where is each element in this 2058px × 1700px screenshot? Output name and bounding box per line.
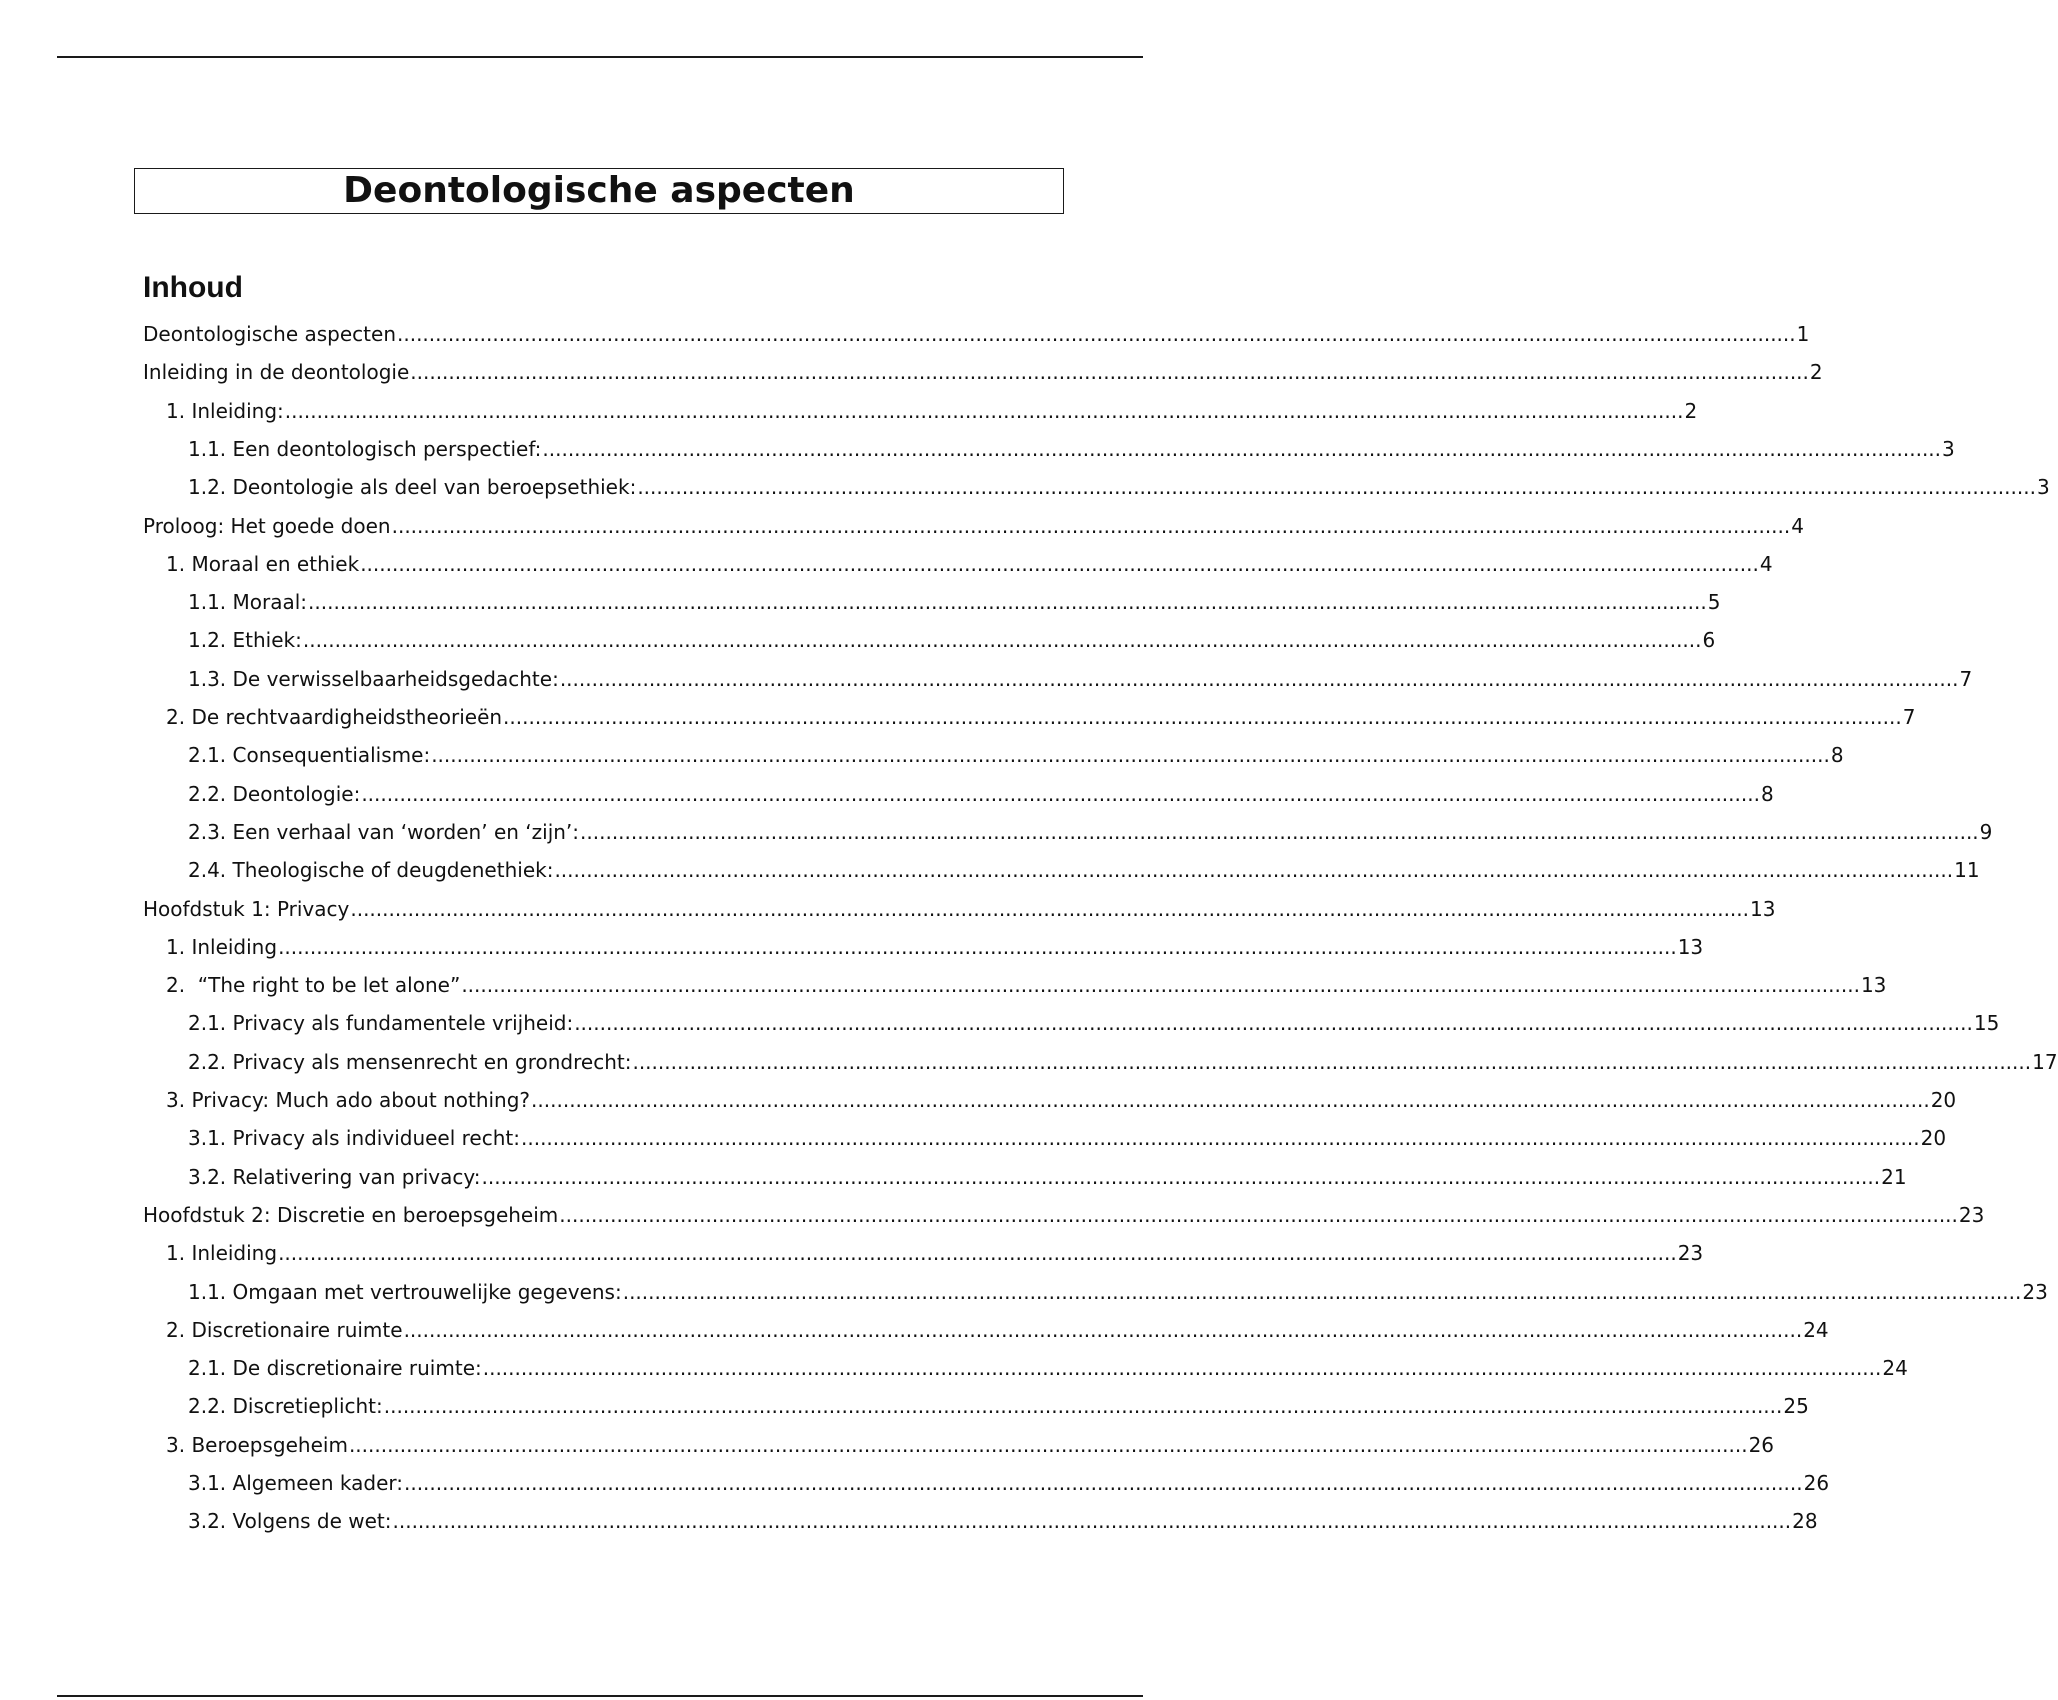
toc-entry-label: Deontologische aspecten xyxy=(143,322,396,346)
toc-dot-leader: ............................................................................................................................................................................................................................ xyxy=(431,743,1830,768)
toc-page-number: 20 xyxy=(1930,1088,1957,1112)
toc-entry-label: 2.1. Consequentialisme: xyxy=(188,743,431,768)
toc-dot-leader: ............................................................................................................................................................................................................................ xyxy=(481,1164,1881,1189)
toc-entry[interactable] xyxy=(188,1004,2000,1042)
toc-entry-label: 3. Privacy: Much ado about nothing? xyxy=(166,1088,531,1112)
toc-entry[interactable] xyxy=(188,1158,1907,1196)
toc-entry[interactable] xyxy=(188,1119,1947,1157)
toc-dot-leader: ............................................................................................................................................................................................................................ xyxy=(461,973,1860,998)
toc-dot-leader: ............................................................................................................................................................................................................................ xyxy=(391,513,1791,538)
toc-dot-leader: ............................................................................................................................................................................................................................ xyxy=(482,1356,1882,1381)
toc-page-number: 28 xyxy=(1792,1509,1818,1534)
toc-dot-leader: ............................................................................................................................................................................................................................ xyxy=(580,819,1979,844)
toc-entry[interactable] xyxy=(188,1387,1809,1425)
toc-dot-leader: ............................................................................................................................................................................................................................ xyxy=(410,360,1809,385)
toc-entry-label: 2.3. Een verhaal van ‘worden’ en ‘zijn’: xyxy=(188,819,580,844)
toc-dot-leader: ............................................................................................................................................................................................................................ xyxy=(350,896,1749,921)
toc-entry[interactable] xyxy=(166,1234,1704,1272)
toc-dot-leader: ............................................................................................................................................................................................................................ xyxy=(361,781,1760,806)
toc-entry-label: 1.3. De verwisselbaarheidsgedachte: xyxy=(188,666,559,691)
toc-entry-label: 2. De rechtvaardigheidstheorieën xyxy=(166,705,503,729)
toc-entry-label: 2.2. Discretieplicht: xyxy=(188,1394,383,1419)
toc-page-number: 9 xyxy=(1979,819,1993,844)
toc-entry-label: 2.2. Deontologie: xyxy=(188,781,361,806)
toc-page-number: 20 xyxy=(1920,1126,1947,1151)
toc-dot-leader: ............................................................................................................................................................................................................................ xyxy=(278,1241,1677,1266)
toc-entry-label: 1. Inleiding xyxy=(166,934,278,959)
toc-page-number: 24 xyxy=(1803,1317,1829,1342)
toc-dot-leader: ............................................................................................................................................................................................................................ xyxy=(531,1088,1930,1112)
toc-page-number: 7 xyxy=(1959,666,1973,691)
toc-dot-leader: ............................................................................................................................................................................................................................ xyxy=(637,475,2036,500)
toc-dot-leader: ............................................................................................................................................................................................................................ xyxy=(559,1202,1958,1227)
toc-dot-leader: ............................................................................................................................................................................................................................ xyxy=(308,590,1707,615)
toc-entry[interactable] xyxy=(188,468,2050,506)
toc-entry-label: 1. Inleiding: xyxy=(166,398,284,423)
toc-page-number: 3 xyxy=(2036,475,2050,500)
toc-entry-label: 1.2. Deontologie als deel van beroepsethiek: xyxy=(188,475,637,500)
toc-entry-label: Proloog: Het goede doen xyxy=(143,513,391,538)
toc-page-number: 23 xyxy=(1677,1241,1704,1266)
toc-dot-leader: ............................................................................................................................................................................................................................ xyxy=(554,858,1954,883)
toc-page-number: 26 xyxy=(1748,1432,1775,1457)
toc-dot-leader: ............................................................................................................................................................................................................................ xyxy=(403,1471,1803,1495)
toc-entry-label: 2.4. Theologische of deugdenethiek: xyxy=(188,858,554,883)
toc-page-number: 25 xyxy=(1783,1394,1809,1419)
toc-page-number: 2 xyxy=(1684,398,1698,423)
toc-entry-label: Hoofdstuk 2: Discretie en beroepsgeheim xyxy=(143,1202,559,1227)
toc-entry[interactable] xyxy=(143,1196,1985,1234)
toc-entry-label: 1.1. Een deontologisch perspectief: xyxy=(188,436,542,461)
toc-entry[interactable] xyxy=(166,1311,1829,1349)
toc-dot-leader: ............................................................................................................................................................................................................................ xyxy=(559,666,1959,691)
toc-entry-label: 3.1. Privacy als individueel recht: xyxy=(188,1126,520,1151)
toc-entry-label: 2.1. De discretionaire ruimte: xyxy=(188,1356,482,1381)
toc-entry[interactable] xyxy=(188,1273,2048,1311)
toc-entry[interactable] xyxy=(188,813,1993,851)
toc-entry-label: 2. Discretionaire ruimte xyxy=(166,1317,403,1342)
toc-page-number: 2 xyxy=(1809,360,1823,385)
toc-entry-label: 1.1. Omgaan met vertrouwelijke gegevens: xyxy=(188,1279,622,1304)
toc-page-number: 13 xyxy=(1750,896,1776,921)
toc-entry-label: Inleiding in de deontologie xyxy=(143,360,410,385)
toc-entry[interactable] xyxy=(188,430,1955,468)
toc-entry[interactable] xyxy=(188,583,1721,621)
toc-entry-label: 3.1. Algemeen kader: xyxy=(188,1471,403,1495)
toc-page-number: 15 xyxy=(1973,1011,2000,1036)
toc-page-number: 17 xyxy=(2032,1049,2058,1074)
toc-entry-label: Hoofdstuk 1: Privacy xyxy=(143,896,350,921)
toc-entry-label: 1. Moraal en ethiek xyxy=(166,551,360,576)
toc-dot-leader: ............................................................................................................................................................................................................................ xyxy=(383,1394,1783,1419)
document-title: Deontologische aspecten xyxy=(134,168,1064,214)
toc-dot-leader: ............................................................................................................................................................................................................................ xyxy=(392,1509,1792,1534)
toc-dot-leader: ............................................................................................................................................................................................................................ xyxy=(521,1126,1920,1151)
footer-rule xyxy=(57,1695,1143,1697)
toc-page-number: 8 xyxy=(1830,743,1844,768)
toc-page-number: 13 xyxy=(1677,934,1704,959)
toc-entry[interactable] xyxy=(166,1081,1957,1119)
toc-dot-leader: ............................................................................................................................................................................................................................ xyxy=(360,551,1759,576)
toc-page-number: 7 xyxy=(1902,705,1916,729)
toc-dot-leader: ............................................................................................................................................................................................................................ xyxy=(284,398,1684,423)
toc-dot-leader: ............................................................................................................................................................................................................................ xyxy=(574,1011,1973,1036)
toc-entry[interactable] xyxy=(188,851,1980,889)
toc-entry[interactable] xyxy=(143,890,1776,928)
toc-dot-leader: ............................................................................................................................................................................................................................ xyxy=(542,436,1942,461)
toc-entry[interactable] xyxy=(188,1502,1818,1540)
toc-entry-label: 2.1. Privacy als fundamentele vrijheid: xyxy=(188,1011,574,1036)
toc-page-number: 24 xyxy=(1882,1356,1908,1381)
toc-entry-label: 2. “The right to be let alone” xyxy=(166,973,461,998)
toc-entry[interactable] xyxy=(166,1426,1775,1464)
toc-entry[interactable] xyxy=(166,545,1773,583)
toc-entry[interactable] xyxy=(188,1464,1830,1502)
toc-dot-leader: ............................................................................................................................................................................................................................ xyxy=(278,934,1677,959)
toc-entry-label: 2.2. Privacy als mensenrecht en grondrecht: xyxy=(188,1049,632,1074)
toc-dot-leader: ............................................................................................................................................................................................................................ xyxy=(397,322,1796,346)
toc-entry[interactable] xyxy=(166,392,1698,430)
toc-entry-label: 3.2. Relativering van privacy: xyxy=(188,1164,481,1189)
toc-dot-leader: ............................................................................................................................................................................................................................ xyxy=(622,1279,2022,1304)
toc-page-number: 26 xyxy=(1803,1471,1830,1495)
toc-page-number: 23 xyxy=(1958,1202,1985,1227)
toc-entry[interactable] xyxy=(188,1043,2058,1081)
toc-entry-label: 3. Beroepsgeheim xyxy=(166,1432,348,1457)
toc-page-number: 8 xyxy=(1760,781,1774,806)
toc-entry[interactable] xyxy=(188,660,1973,698)
toc-dot-leader: ............................................................................................................................................................................................................................ xyxy=(302,628,1702,653)
toc-dot-leader: ............................................................................................................................................................................................................................ xyxy=(632,1049,2032,1074)
toc-dot-leader: ............................................................................................................................................................................................................................ xyxy=(403,1317,1803,1342)
toc-entry[interactable] xyxy=(143,315,1810,353)
toc-entry-label: 1.2. Ethiek: xyxy=(188,628,302,653)
toc-entry-label: 3.2. Volgens de wet: xyxy=(188,1509,392,1534)
toc-page-number: 4 xyxy=(1791,513,1804,538)
toc-entry[interactable] xyxy=(166,928,1704,966)
toc-entry[interactable] xyxy=(188,1349,1908,1387)
toc-entry-label: 1.1. Moraal: xyxy=(188,590,308,615)
toc-entry[interactable] xyxy=(166,698,1916,736)
toc-page-number: 21 xyxy=(1881,1164,1907,1189)
toc-page-number: 5 xyxy=(1707,590,1721,615)
header-rule xyxy=(57,56,1143,58)
toc-page-number: 13 xyxy=(1860,973,1887,998)
toc-dot-leader: ............................................................................................................................................................................................................................ xyxy=(348,1432,1748,1457)
toc-entry[interactable] xyxy=(188,621,1716,659)
toc-entry[interactable] xyxy=(166,966,1887,1004)
toc-page-number: 3 xyxy=(1942,436,1955,461)
toc-entry-label: 1. Inleiding xyxy=(166,1241,278,1266)
toc-page-number: 23 xyxy=(2022,1279,2048,1304)
toc-entry[interactable] xyxy=(188,736,1844,774)
toc-page-number: 11 xyxy=(1954,858,1980,883)
toc-heading: Inhoud xyxy=(143,271,243,304)
toc-entry[interactable] xyxy=(143,353,1823,391)
toc-page-number: 4 xyxy=(1759,551,1773,576)
toc-page-number: 1 xyxy=(1796,322,1810,346)
toc-entry[interactable] xyxy=(188,775,1774,813)
toc-page-number: 6 xyxy=(1702,628,1716,653)
toc-dot-leader: ............................................................................................................................................................................................................................ xyxy=(503,705,1902,729)
toc-entry[interactable] xyxy=(143,507,1804,545)
